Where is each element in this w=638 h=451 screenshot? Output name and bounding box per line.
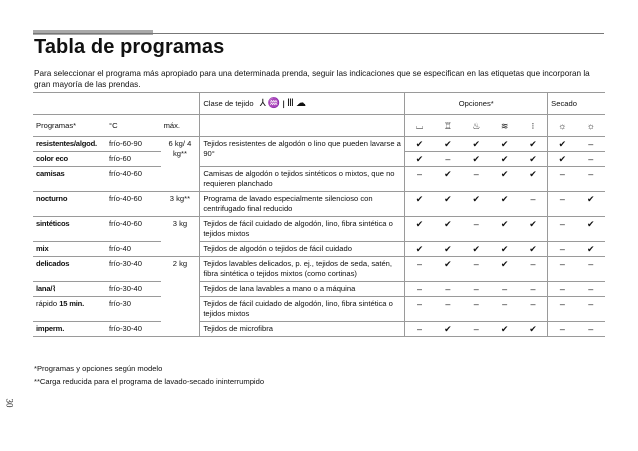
program-prefix: rápido — [36, 299, 58, 308]
option-mark: ✔ — [434, 137, 462, 152]
option-mark: ✔ — [519, 167, 548, 192]
footnote-load: **Carga reducida para el programa de lavado-secado ininterrumpido — [34, 377, 265, 386]
option-mark: – — [577, 167, 605, 192]
option-mark: – — [519, 282, 548, 297]
option-mark: – — [434, 152, 462, 167]
fabric-desc: Camisas de algodón o tejidos sintéticos o mixtos, que no requieren planchado — [200, 167, 405, 192]
option-mark: ✔ — [577, 242, 605, 257]
option-mark: – — [548, 257, 577, 282]
option-mark: – — [490, 297, 518, 322]
load-cell: 2 kg — [161, 257, 200, 337]
fabric-header — [200, 93, 405, 115]
options-header: Opciones* — [405, 93, 548, 115]
option-mark: – — [462, 297, 490, 322]
shirt-icon: ꞁ — [282, 97, 288, 109]
program-name: color eco — [33, 152, 106, 167]
load-cell: 3 kg** — [161, 192, 200, 217]
hand-wash-icon: ⌇ — [52, 284, 56, 293]
dry-sun-icon: ☼ — [577, 115, 605, 137]
option-mark: ✔ — [434, 257, 462, 282]
option-mark: ✔ — [490, 152, 518, 167]
table-row — [33, 192, 605, 217]
option-mark: – — [490, 282, 518, 297]
option-mark: ✔ — [519, 152, 548, 167]
option-mark: – — [519, 297, 548, 322]
option-mark: ✔ — [490, 322, 518, 337]
trouser-icon: ⅄ — [259, 97, 268, 109]
fabric-header-label: Clase de tejido — [203, 98, 254, 108]
header-rule — [33, 33, 604, 34]
page-number: 30 — [4, 398, 15, 408]
option-mark: – — [405, 282, 434, 297]
option-mark: – — [462, 217, 490, 242]
option-mark: – — [462, 282, 490, 297]
program-name-text: 15 min. — [59, 299, 85, 308]
col-temp: °C — [106, 115, 161, 137]
option-mark: ✔ — [434, 217, 462, 242]
option-mark: – — [577, 152, 605, 167]
option-mark: – — [548, 167, 577, 192]
option-mark: ✔ — [548, 137, 577, 152]
option-mark: ✔ — [490, 217, 518, 242]
program-name: mix — [33, 242, 106, 257]
temp-range: frío-40 — [106, 242, 161, 257]
header-row-1 — [33, 93, 605, 115]
program-name: resistentes/algod. — [33, 137, 106, 152]
option-mark: ✔ — [434, 322, 462, 337]
option-mark: ✔ — [490, 192, 518, 217]
iron-icon: ♨ — [462, 115, 490, 137]
stain-icon: ♖ — [434, 115, 462, 137]
option-mark: ✔ — [405, 192, 434, 217]
option-mark: – — [434, 282, 462, 297]
option-mark: – — [462, 257, 490, 282]
option-mark: ✔ — [519, 322, 548, 337]
intro-text: Para seleccionar el programa más apropiado para una determinada prenda, seguir las indicaciones que se especifican en las etiquetas que incorporan la gran mayoría de las prendas. — [34, 69, 590, 89]
fabric-icons — [260, 99, 308, 109]
load-cell: 3 kg — [161, 217, 200, 257]
table-row — [33, 167, 605, 192]
option-mark: – — [519, 257, 548, 282]
option-mark: ✔ — [577, 217, 605, 242]
program-name: nocturno — [33, 192, 106, 217]
option-mark: ✔ — [434, 192, 462, 217]
cloud-icon: ☁ — [295, 97, 308, 109]
option-mark: ✔ — [405, 217, 434, 242]
option-mark: – — [577, 297, 605, 322]
fabric-desc: Tejidos de fácil cuidado de algodón, lino, fibra sintética o tejidos mixtos — [200, 297, 405, 322]
extra-rinse-icon: ≋ — [490, 115, 518, 137]
fabric-desc: Programa de lavado especialmente silencioso con centrifugado final reducido — [200, 192, 405, 217]
sweater-icon: Ⅲ — [287, 97, 296, 109]
option-mark: – — [577, 282, 605, 297]
option-mark: – — [548, 242, 577, 257]
option-mark: ✔ — [462, 242, 490, 257]
option-mark: ✔ — [490, 137, 518, 152]
temp-range: frío-30-40 — [106, 322, 161, 337]
program-table — [33, 92, 605, 337]
option-mark: ✔ — [490, 167, 518, 192]
table-row — [33, 322, 605, 337]
option-mark: – — [548, 192, 577, 217]
fabric-desc: Tejidos de fácil cuidado de algodón, lino, fibra sintética o tejidos mixtos — [200, 217, 405, 242]
option-mark: – — [405, 297, 434, 322]
option-mark: ✔ — [519, 242, 548, 257]
option-mark: ✔ — [490, 257, 518, 282]
option-mark: ✔ — [490, 242, 518, 257]
header-row-2 — [33, 115, 605, 137]
temp-range: frío-40-60 — [106, 192, 161, 217]
option-mark: – — [405, 257, 434, 282]
option-mark: ✔ — [405, 242, 434, 257]
dry-sun-icon: ☼ — [548, 115, 577, 137]
option-mark: ✔ — [405, 152, 434, 167]
option-mark: – — [462, 322, 490, 337]
table-row — [33, 242, 605, 257]
option-mark: ✔ — [462, 137, 490, 152]
option-mark: – — [462, 167, 490, 192]
program-name: camisas — [33, 167, 106, 192]
temp-range: frío-30 — [106, 297, 161, 322]
option-mark: ✔ — [548, 152, 577, 167]
option-mark: ✔ — [434, 242, 462, 257]
option-mark: – — [548, 297, 577, 322]
load-cell: 6 kg/ 4 kg** — [161, 137, 200, 192]
spin-icon: ⁝ — [519, 115, 548, 137]
option-mark: – — [577, 322, 605, 337]
fabric-desc: Tejidos lavables delicados, p. ej., tejidos de seda, satén, fibra sintética o tejidos mixtos (como cortinas) — [200, 257, 405, 282]
option-mark: – — [577, 257, 605, 282]
program-name: imperm. — [33, 322, 106, 337]
prewash-icon: ⌴ — [405, 115, 434, 137]
col-programas: Programas* — [33, 115, 106, 137]
option-mark: – — [577, 137, 605, 152]
drying-header: Secado — [548, 93, 605, 115]
page-title: Tabla de programas — [34, 36, 225, 58]
table-row — [33, 257, 605, 282]
temp-range: frío-40-60 — [106, 217, 161, 242]
temp-range: frío-30-40 — [106, 282, 161, 297]
table-row — [33, 137, 605, 152]
fabric-desc: Tejidos de algodón o tejidos de fácil cuidado — [200, 242, 405, 257]
option-mark: – — [434, 297, 462, 322]
temp-range: frío-40-60 — [106, 167, 161, 192]
footnote-programs: *Programas y opciones según modelo — [34, 364, 163, 373]
option-mark: – — [405, 322, 434, 337]
fabric-desc: Tejidos de microfibra — [200, 322, 405, 337]
hand-wash-icon: ♒ — [267, 97, 283, 109]
temp-range: frío-30-40 — [106, 257, 161, 282]
table-row — [33, 297, 605, 322]
col-max: máx. — [161, 115, 200, 137]
program-name: delicados — [33, 257, 106, 282]
fabric-desc: Tejidos resistentes de algodón o lino que pueden lavarse a 90° — [200, 137, 405, 167]
fabric-desc: Tejidos de lana lavables a mano o a máquina — [200, 282, 405, 297]
temp-range: frío-60 — [106, 152, 161, 167]
program-name — [33, 282, 106, 297]
table-row — [33, 217, 605, 242]
option-mark: – — [548, 217, 577, 242]
option-mark: ✔ — [462, 192, 490, 217]
option-mark: – — [548, 282, 577, 297]
option-mark: ✔ — [462, 152, 490, 167]
option-mark: – — [519, 192, 548, 217]
footnotes — [34, 362, 264, 388]
option-mark: ✔ — [405, 137, 434, 152]
table-row — [33, 282, 605, 297]
option-mark: – — [405, 167, 434, 192]
option-mark: ✔ — [519, 137, 548, 152]
option-mark: ✔ — [519, 217, 548, 242]
option-mark: – — [548, 322, 577, 337]
program-name — [33, 297, 106, 322]
option-mark: ✔ — [577, 192, 605, 217]
program-name-text: lana/ — [36, 284, 53, 293]
temp-range: frío-60-90 — [106, 137, 161, 152]
program-name: sintéticos — [33, 217, 106, 242]
option-mark: ✔ — [434, 167, 462, 192]
